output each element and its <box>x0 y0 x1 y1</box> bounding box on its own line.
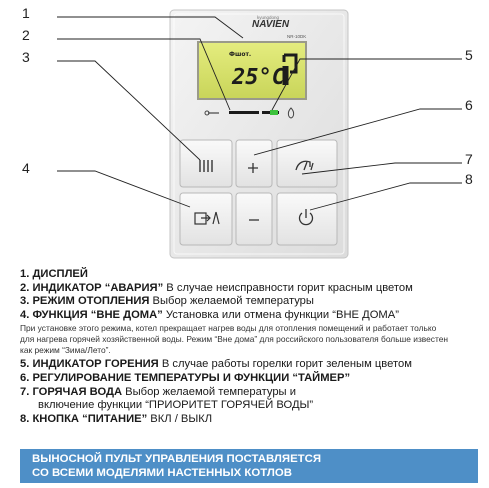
banner-line-2: СО ВСЕМИ МОДЕЛЯМИ НАСТЕННЫХ КОТЛОВ <box>32 467 292 479</box>
legend <box>20 268 482 426</box>
heating-button[interactable] <box>180 140 232 187</box>
alarm-indicator <box>229 111 259 114</box>
legend-item-title: 4. ФУНКЦИЯ “ВНЕ ДОМА” <box>20 308 163 321</box>
legend-note <box>20 323 482 356</box>
legend-note-line: для нагрева горячей хозяйственной воды. Режим “Вне дома” для российского пользователя больше известен <box>20 334 449 345</box>
plus-button[interactable] <box>236 140 272 187</box>
banner-line-1: ВЫНОСНОЙ ПУЛЬТ УПРАВЛЕНИЯ ПОСТАВЛЯЕТСЯ <box>32 453 322 465</box>
brand-logo: NAVIEN <box>252 19 290 30</box>
legend-item-7-continued: включение функции “ПРИОРИТЕТ ГОРЯЧЕЙ ВОДЫ” <box>38 399 314 412</box>
legend-item-title: 3. РЕЖИМ ОТОПЛЕНИЯ <box>20 295 150 308</box>
legend-item-1 <box>20 268 482 282</box>
legend-item-text: Выбор желаемой температуры и <box>122 385 296 398</box>
away-button[interactable] <box>180 193 232 245</box>
legend-item-text: В случае неисправности горит красным цветом <box>163 281 413 294</box>
legend-item-title: 8. КНОПКА “ПИТАНИЕ” <box>20 412 148 425</box>
callout-number-2: 2 <box>22 27 30 43</box>
lcd-temperature: 25°C <box>232 65 285 90</box>
legend-item-3 <box>20 295 482 309</box>
legend-item-title: 7. ГОРЯЧАЯ ВОДА <box>20 385 123 398</box>
callout-number-7: 7 <box>465 151 473 167</box>
callout-number-6: 6 <box>465 97 473 113</box>
legend-item-text: Выбор желаемой температуры <box>149 295 314 308</box>
legend-item-5 <box>20 358 482 372</box>
legend-item-title: 5. ИНДИКАТОР ГОРЕНИЯ <box>20 358 159 371</box>
legend-item-4 <box>20 309 482 323</box>
legend-item-title: 6. РЕГУЛИРОВАНИЕ ТЕМПЕРАТУРЫ И ФУНКЦИИ “ТАЙМЕР” <box>20 371 351 384</box>
hot-water-button[interactable] <box>277 140 337 187</box>
legend-item-6 <box>20 372 482 386</box>
legend-item-text: Установка или отмена функции “ВНЕ ДОМА” <box>162 308 399 321</box>
legend-item-7 <box>20 386 482 400</box>
legend-item-2 <box>20 282 482 296</box>
callout-number-5: 5 <box>465 47 473 63</box>
legend-item-text: ВКЛ / ВЫКЛ <box>147 412 213 425</box>
callout-number-8: 8 <box>465 171 473 187</box>
legend-note-line: При установке этого режима, котел прекращает нагрев воды для отопления помещений и работает только <box>20 323 437 334</box>
legend-note-line: как режим “Зима/Лето”. <box>20 345 111 356</box>
legend-item-title: 1. ДИСПЛЕЙ <box>20 268 88 280</box>
callout-number-4: 4 <box>22 160 30 176</box>
legend-item-title: 2. ИНДИКАТОР “АВАРИЯ” <box>20 281 164 294</box>
callout-number-1: 1 <box>22 5 30 21</box>
lcd-label: Фшот. <box>229 51 252 58</box>
power-button[interactable] <box>277 193 337 245</box>
legend-item-text: В случае работы горелки горит зеленым цветом <box>158 358 412 371</box>
callout-number-3: 3 <box>22 49 30 65</box>
minus-button[interactable] <box>236 193 272 245</box>
model-label: NR-10DK <box>287 34 307 39</box>
brand-prefix: kyungdong <box>257 15 280 20</box>
info-banner <box>20 449 478 483</box>
legend-item-8 <box>20 413 482 427</box>
